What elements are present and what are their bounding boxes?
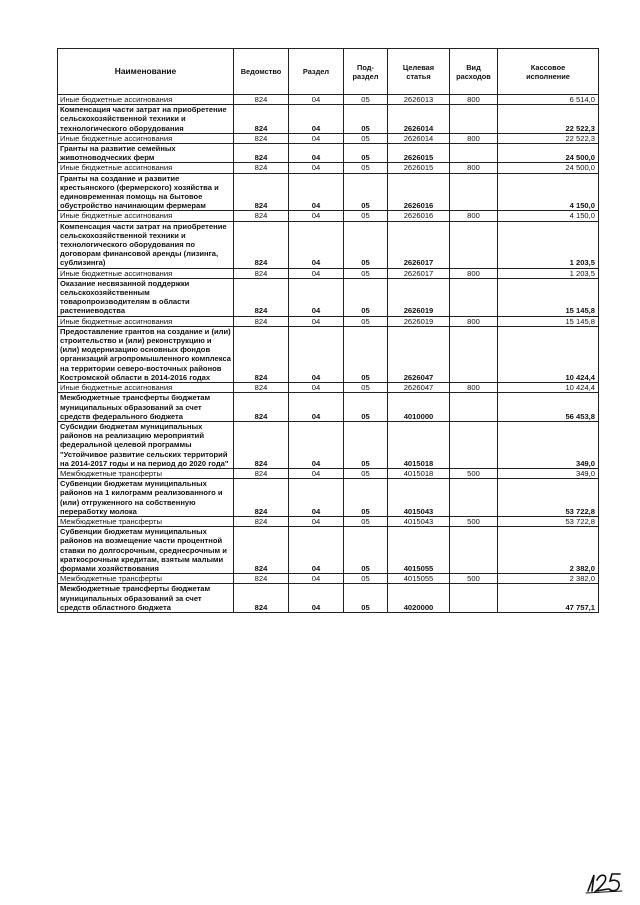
cell-kassovoe: 349,0: [498, 468, 599, 478]
cell-kassovoe: 47 757,1: [498, 584, 599, 613]
cell-kassovoe: 6 514,0: [498, 95, 599, 105]
cell-kassovoe: 2 382,0: [498, 527, 599, 574]
table-row: [58, 278, 599, 316]
cell-razdel: 04: [289, 326, 344, 382]
header-kassovoe: Кассовое исполнение: [498, 49, 599, 95]
cell-vid: [450, 105, 498, 134]
cell-vid: 800: [450, 163, 498, 173]
cell-podrazdel: 05: [344, 383, 388, 393]
cell-podrazdel: 05: [344, 316, 388, 326]
cell-razdel: 04: [289, 383, 344, 393]
cell-razdel: 04: [289, 163, 344, 173]
cell-kassovoe: 56 453,8: [498, 393, 599, 422]
cell-razdel: 04: [289, 516, 344, 526]
table-body: [58, 95, 599, 613]
table-row: [58, 163, 599, 173]
table-row: [58, 584, 599, 613]
header-name: Наименование: [58, 49, 234, 95]
cell-vid: [450, 144, 498, 163]
cell-vedomstvo: 824: [234, 268, 289, 278]
table-row: [58, 105, 599, 134]
cell-celevaya: 2626047: [388, 383, 450, 393]
table-row: [58, 479, 599, 517]
cell-vid: 800: [450, 268, 498, 278]
cell-vid: 800: [450, 211, 498, 221]
table-row: [58, 393, 599, 422]
cell-vid: 500: [450, 574, 498, 584]
cell-kassovoe: 1 203,5: [498, 268, 599, 278]
cell-razdel: 04: [289, 316, 344, 326]
cell-celevaya: 2626015: [388, 144, 450, 163]
cell-celevaya: 4015043: [388, 479, 450, 517]
cell-vedomstvo: 824: [234, 326, 289, 382]
cell-kassovoe: 24 500,0: [498, 163, 599, 173]
cell-kassovoe: 10 424,4: [498, 383, 599, 393]
cell-name: Компенсация части затрат на приобретение сельскохозяйственной техники и технологического оборудования: [58, 105, 234, 134]
cell-kassovoe: 24 500,0: [498, 144, 599, 163]
cell-celevaya: 2626016: [388, 173, 450, 211]
header-razdel: Раздел: [289, 49, 344, 95]
cell-vid: [450, 527, 498, 574]
header-vedomstvo: Ведомство: [234, 49, 289, 95]
cell-celevaya: 2626017: [388, 221, 450, 268]
cell-kassovoe: 22 522,3: [498, 105, 599, 134]
cell-vedomstvo: 824: [234, 144, 289, 163]
table-row: [58, 527, 599, 574]
cell-celevaya: 4015055: [388, 574, 450, 584]
cell-vid: [450, 479, 498, 517]
cell-kassovoe: 53 722,8: [498, 516, 599, 526]
cell-celevaya: 2626013: [388, 95, 450, 105]
cell-name: Межбюджетные трансферты: [58, 468, 234, 478]
cell-vid: [450, 326, 498, 382]
cell-vedomstvo: 824: [234, 173, 289, 211]
cell-name: Межбюджетные трансферты: [58, 574, 234, 584]
cell-kassovoe: 2 382,0: [498, 574, 599, 584]
cell-celevaya: 2626017: [388, 268, 450, 278]
table-row: [58, 383, 599, 393]
cell-vedomstvo: 824: [234, 516, 289, 526]
cell-name: Оказание несвязанной поддержки сельскохозяйственным товаропроизводителям в области растениеводства: [58, 278, 234, 316]
cell-vedomstvo: 824: [234, 95, 289, 105]
cell-vedomstvo: 824: [234, 163, 289, 173]
cell-celevaya: 4010000: [388, 393, 450, 422]
table-row: [58, 316, 599, 326]
cell-vedomstvo: 824: [234, 278, 289, 316]
cell-vedomstvo: 824: [234, 468, 289, 478]
cell-name: Иные бюджетные ассигнования: [58, 95, 234, 105]
cell-kassovoe: 15 145,8: [498, 278, 599, 316]
cell-vid: [450, 421, 498, 468]
cell-name: Субвенции бюджетам муниципальных районов на 1 килограмм реализованного и (или) отгруженного на собственную переработку молока: [58, 479, 234, 517]
cell-vedomstvo: 824: [234, 105, 289, 134]
cell-name: Субвенции бюджетам муниципальных районов на возмещение части процентной ставки по долгосрочным, среднесрочным и краткосрочным кредитам, взятым малыми формами хозяйствования: [58, 527, 234, 574]
cell-name: Межбюджетные трансферты бюджетам муниципальных образований за счет средств федерального бюджета: [58, 393, 234, 422]
cell-podrazdel: 05: [344, 584, 388, 613]
cell-podrazdel: 05: [344, 211, 388, 221]
table-row: [58, 468, 599, 478]
cell-kassovoe: 4 150,0: [498, 173, 599, 211]
cell-name: Компенсация части затрат на приобретение сельскохозяйственной техники и технологического оборудования по договорам финансовой аренды (лизинга, сублизинга): [58, 221, 234, 268]
cell-razdel: 04: [289, 584, 344, 613]
cell-vid: [450, 584, 498, 613]
cell-kassovoe: 10 424,4: [498, 326, 599, 382]
cell-razdel: 04: [289, 278, 344, 316]
cell-vedomstvo: 824: [234, 421, 289, 468]
cell-razdel: 04: [289, 421, 344, 468]
cell-razdel: 04: [289, 144, 344, 163]
cell-vedomstvo: 824: [234, 479, 289, 517]
cell-celevaya: 4015018: [388, 468, 450, 478]
cell-podrazdel: 05: [344, 133, 388, 143]
cell-name: Иные бюджетные ассигнования: [58, 268, 234, 278]
cell-podrazdel: 05: [344, 144, 388, 163]
cell-podrazdel: 05: [344, 326, 388, 382]
cell-razdel: 04: [289, 468, 344, 478]
cell-vid: 800: [450, 383, 498, 393]
cell-vedomstvo: 824: [234, 574, 289, 584]
cell-vedomstvo: 824: [234, 316, 289, 326]
table-row: [58, 95, 599, 105]
cell-name: Гранты на развитие семейных животноводческих ферм: [58, 144, 234, 163]
table-row: [58, 133, 599, 143]
cell-vid: 800: [450, 316, 498, 326]
table-row: [58, 326, 599, 382]
cell-podrazdel: 05: [344, 278, 388, 316]
cell-celevaya: 2626019: [388, 278, 450, 316]
cell-podrazdel: 05: [344, 527, 388, 574]
cell-vid: [450, 173, 498, 211]
cell-celevaya: 4020000: [388, 584, 450, 613]
table-row: [58, 516, 599, 526]
cell-razdel: 04: [289, 105, 344, 134]
cell-name: Иные бюджетные ассигнования: [58, 163, 234, 173]
table-row: [58, 144, 599, 163]
header-vid: Вид расходов: [450, 49, 498, 95]
cell-razdel: 04: [289, 221, 344, 268]
cell-razdel: 04: [289, 95, 344, 105]
cell-name: Иные бюджетные ассигнования: [58, 211, 234, 221]
cell-name: Гранты на создание и развитие крестьянского (фермерского) хозяйства и единовременная помощь на бытовое обустройство начинающим фермерам: [58, 173, 234, 211]
cell-podrazdel: 05: [344, 221, 388, 268]
cell-vid: [450, 221, 498, 268]
cell-razdel: 04: [289, 479, 344, 517]
cell-name: Межбюджетные трансферты бюджетам муниципальных образований за счет средств областного бюджета: [58, 584, 234, 613]
cell-vedomstvo: 824: [234, 527, 289, 574]
table-row: [58, 211, 599, 221]
table-header: [58, 49, 599, 95]
cell-razdel: 04: [289, 393, 344, 422]
cell-celevaya: 2626014: [388, 133, 450, 143]
budget-table: [57, 48, 599, 613]
cell-vedomstvo: 824: [234, 133, 289, 143]
cell-razdel: 04: [289, 133, 344, 143]
cell-celevaya: 2626015: [388, 163, 450, 173]
cell-vedomstvo: 824: [234, 584, 289, 613]
cell-kassovoe: 53 722,8: [498, 479, 599, 517]
cell-kassovoe: 349,0: [498, 421, 599, 468]
cell-podrazdel: 05: [344, 173, 388, 211]
cell-kassovoe: 15 145,8: [498, 316, 599, 326]
cell-podrazdel: 05: [344, 268, 388, 278]
cell-celevaya: 2626019: [388, 316, 450, 326]
cell-name: Субсидии бюджетам муниципальных районов на реализацию мероприятий федеральной целевой программы "Устойчивое развитие сельских территорий на 2014-2017 годы и на период до 2020 года": [58, 421, 234, 468]
cell-vid: 800: [450, 133, 498, 143]
cell-podrazdel: 05: [344, 105, 388, 134]
cell-vedomstvo: 824: [234, 211, 289, 221]
cell-celevaya: 2626014: [388, 105, 450, 134]
cell-vid: 500: [450, 468, 498, 478]
handwritten-page-number: [582, 869, 626, 895]
table-row: [58, 421, 599, 468]
cell-name: Иные бюджетные ассигнования: [58, 316, 234, 326]
cell-celevaya: 4015018: [388, 421, 450, 468]
cell-celevaya: 4015043: [388, 516, 450, 526]
cell-podrazdel: 05: [344, 163, 388, 173]
cell-vid: [450, 393, 498, 422]
cell-vid: 800: [450, 95, 498, 105]
cell-podrazdel: 05: [344, 421, 388, 468]
cell-name: Предоставление грантов на создание и (или) строительство и (или) реконструкцию и (или) модернизацию основных фондов организаций агропромышленного комплекса на территории северо-восточных районов Костромской области в 2014-2016 годах: [58, 326, 234, 382]
cell-podrazdel: 05: [344, 516, 388, 526]
cell-razdel: 04: [289, 173, 344, 211]
cell-kassovoe: 1 203,5: [498, 221, 599, 268]
header-podrazdel: Под- раздел: [344, 49, 388, 95]
cell-podrazdel: 05: [344, 393, 388, 422]
cell-celevaya: 4015055: [388, 527, 450, 574]
cell-podrazdel: 05: [344, 95, 388, 105]
table-row: [58, 221, 599, 268]
cell-name: Межбюджетные трансферты: [58, 516, 234, 526]
cell-vedomstvo: 824: [234, 393, 289, 422]
header-celevaya: Целевая статья: [388, 49, 450, 95]
cell-vedomstvo: 824: [234, 383, 289, 393]
cell-podrazdel: 05: [344, 468, 388, 478]
cell-podrazdel: 05: [344, 479, 388, 517]
cell-razdel: 04: [289, 574, 344, 584]
cell-celevaya: 2626047: [388, 326, 450, 382]
cell-razdel: 04: [289, 527, 344, 574]
cell-kassovoe: 4 150,0: [498, 211, 599, 221]
cell-vid: 500: [450, 516, 498, 526]
cell-kassovoe: 22 522,3: [498, 133, 599, 143]
cell-celevaya: 2626016: [388, 211, 450, 221]
cell-name: Иные бюджетные ассигнования: [58, 383, 234, 393]
cell-vid: [450, 278, 498, 316]
cell-podrazdel: 05: [344, 574, 388, 584]
table-row: [58, 574, 599, 584]
table-row: [58, 173, 599, 211]
table-row: [58, 268, 599, 278]
cell-razdel: 04: [289, 211, 344, 221]
cell-vedomstvo: 824: [234, 221, 289, 268]
cell-razdel: 04: [289, 268, 344, 278]
cell-name: Иные бюджетные ассигнования: [58, 133, 234, 143]
